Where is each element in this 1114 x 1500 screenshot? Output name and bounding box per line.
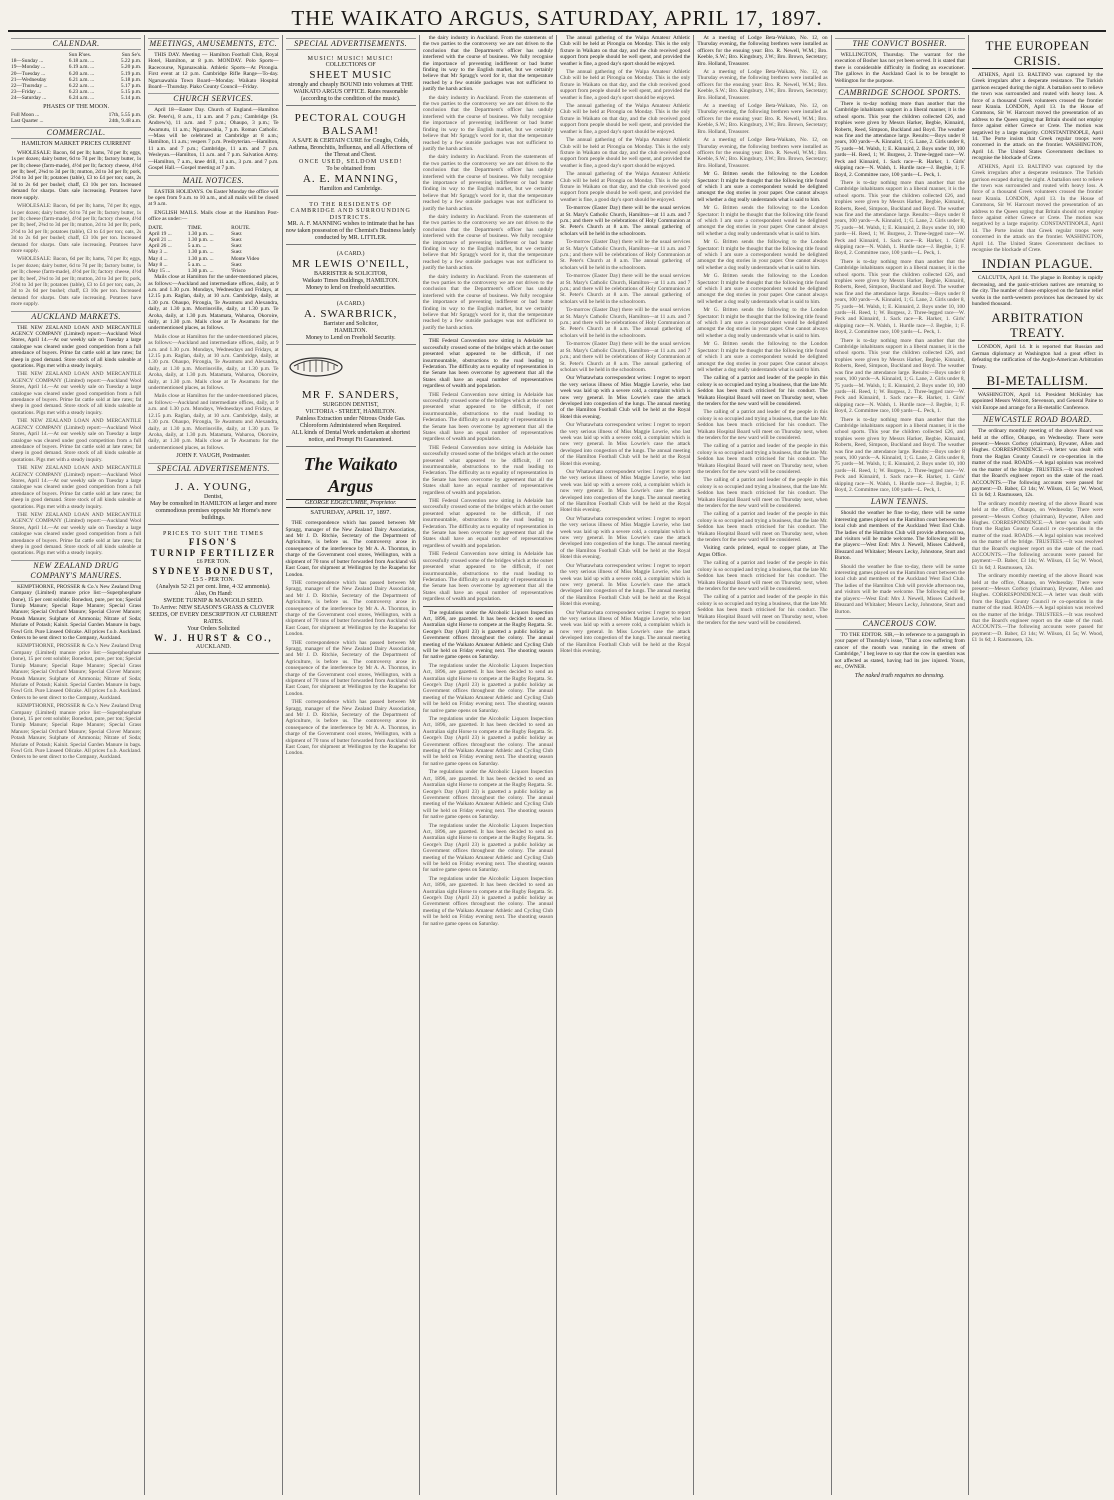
- hurst-name: W. J. HURST & CO.,: [154, 632, 273, 643]
- column-6: [694, 35, 831, 1495]
- english-mails-note: ENGLISH MAILS. Mails close at the Hamilton Post-office as under:—: [148, 209, 279, 223]
- leader-article: THE correspondence which has passed between Mr Spragg, manager of the New Zealand Dairy Association, and Mr J. D. Ritchie, Secretary of the Department of Agriculture, is before us. The controversy arose in consequence of the interference by Mr A. A. Thornton, in charge of the Government cool stores, Wellington, with a shipment of 70 tons of butter forwarded from Auckland viâ East Coast, for shipment at Wellington by the Ruapehu for London.: [285, 699, 416, 757]
- young-text: May be consulted in HAMILTON at larger and more commodious premises opposite Mr Horne's new buildings.: [149, 500, 277, 521]
- waipa-athletic-article: The annual gathering of the Waipa Amateur Athletic Club will be held at Pirongia on Monday. This is the only fixture in Waikato on that day, and the club received good support from people should be well spent, and provided the weather is fine, a good day's sport should be enjoyed.: [560, 137, 691, 169]
- whatawhata-article: Our Whatawhata correspondent writes: I regret to report the very serious illness of Miss Maggie Lowrie, who last week was laid up with a severe cold, a complaint which is now very general. In Miss Lowrie's case the attack developed into congestion of the lungs. The annual meeting of the Hamilton Football Club will be held at the Royal Hotel this evening.: [560, 375, 691, 420]
- commercial-heading: COMMERCIAL.: [11, 127, 141, 139]
- mail-notices-heading: MAIL NOTICES.: [148, 175, 278, 187]
- federal-convention-article: THE Federal Convention now sitting in Adelaide has successfully crossed some of the bridges which at the outset presented what appeared to be difficult, if not insurmountable, obstructions to the road leading to Federation. The difficulty as to equality of representation in the Senate has been overcome by agreement that all the States shall have an equal number of representatives regardless of wealth and population.: [422, 498, 554, 549]
- sheet-music-title: SHEET MUSIC: [309, 69, 392, 82]
- moon-phases-label: PHASES OF THE MOON.: [43, 103, 110, 110]
- convict-article: WELLINGTON, Thursday. The warrant for the execution of Bosher has not yet been served. It is stated that there is considerable difficulty in finding an executioner. The gallows in the Auckland Gaol is to be brought to Wellington for the purpose.: [834, 52, 965, 84]
- denture-illustration: [286, 352, 346, 378]
- sydney-price: £5 5 - PER TON.: [192, 576, 235, 583]
- lodge-article: At a meeting of Lodge Beta-Waikato, No. 12, on Thursday evening, the following brethren were installed as officers for the ensuing year: Bro. R. Newell, W.M.; Bro. Keeble, S.W.; Bro. Kingsbury, J.W.; Bro. Brown, Secretary; Bro. Holland, Treasurer.: [697, 103, 828, 135]
- column-8: [969, 35, 1106, 1495]
- lawn-tennis-article: Should the weather be fine to-day, there will be some interesting games played on the Hamilton court between the local club and members of the Auckland West End Club. The ladies of the Hamilton Club will provide afternoon tea, and visitors will be made welcome. The following will be the players:—West End: Mrs J. Newell, Misses Caldwell, Bleazard and Whitaker; Messrs Lecky, Johnstone, Sturt and Burton.: [834, 510, 965, 562]
- european-crisis-heading: THE EUROPEAN CRISIS.: [972, 38, 1103, 69]
- calendar-row: 24—Saturday ... 6.24 a.m. ... 5.14 p.m.: [11, 95, 142, 102]
- auckland-markets-article: THE NEW ZEALAND LOAN AND MERCANTILE AGENCY COMPANY (Limited) report:—Auckland Wool Stores, April 14.—At our weekly sale on Tuesday a large catalogue was cleared under good competition from a full attendance of buyers. Prime fat cattle sold at late rates; fat sheep in good demand. Store stock of all kinds saleable at quotations. Pigs met with a steady inquiry.: [11, 418, 142, 463]
- patriot-article: The calling of a patriot and leader of the people in this colony is so occupied and trying a business, that the late Mr. Seddon has been much criticised for his conduct. The Waikato Hospital Board will meet on Thursday next, when the tenders for the new ward will be considered.: [697, 409, 828, 441]
- columns: [8, 35, 1106, 1495]
- fison-line: FISON'S: [188, 536, 238, 547]
- calendar-row: 23—Friday ... 6.23 a.m. ... 5.15 p.m.: [11, 89, 142, 96]
- drug-company-article: KEMPTHORNE, PROSSER & Co.'s New Zealand Drug Company (Limited) manure price list:—Superphosphate (bone), 15 per cent soluble; Bonedust, pure, per ton; Special Turnip Manure; Special Rape Manure; Special Grass Manure; Special Orchard Manure; Special Clover Manure; Potash Manure; Sulphate of Ammonia; Nitrate of Soda; Muriate of Potash; Kainit. Special Garden Manure in bags. Fowl Grit. Pure Linseed Oilcake. All prices f.o.b. Auckland. Orders to be sent direct to the Company, Auckland.: [11, 583, 142, 642]
- leader-continued: the dairy industry in Auckland. From the statements of the two parties to the controversy we are not driven to the conclusion that the Department's officer has unduly interfered with the course of business. We fully recognise the importance of preventing indifferent or bad butter finding its way to the English market, but we certainly believe that Mr Spragg's word for it, that the temperature reached by a few outside packages was not sufficient to justify the harsh action.: [422, 35, 554, 93]
- moon-phase-row: Last Quarter ... 24th, 9.48 a.m.: [11, 118, 142, 125]
- swarbrick-text: Money to Lend on Freehold Security.: [305, 335, 396, 342]
- auckland-markets-article: THE NEW ZEALAND LOAN AND MERCANTILE AGENCY COMPANY (Limited) report:—Auckland Wool Stores, April 14.—At our weekly sale on Tuesday a large catalogue was cleared under good competition from a full attendance of buyers. Prime fat cattle sold at late rates; fat sheep in good demand. Store stock of all kinds saleable at quotations. Pigs met with a steady inquiry.: [11, 371, 142, 416]
- dog-story-article: Mr G. Britten sends the following to the London Spectator: It might be thought that the following title found of which I am sure a correspondent would be delighted amongst the dog stories in your paper. One cannot always tell whether a dog really understands what is said to him.: [697, 307, 828, 339]
- newcastle-road-board-article: The ordinary monthly meeting of the above Board was held at the office, Ohaupo, on Wednesday. There were present:—Messrs Corboy (chairman), Bywater, Allen and Hughes. CORRESPONDENCE.—A letter was dealt with from the Raglan County Council re co-operation in the matter of the road. ROADS.—A legal opinion was received on the matter of the bridge. TRUSTEES.—It was resolved that the Board's engineer report on the state of the road. ACCOUNTS.—The following accounts were passed for payment:—D. Baber, £3 14s; W. Wilson, £1 5s; W. Wood, £1 1s 6d; J. Rasmussen, 12s.: [971, 573, 1103, 644]
- commercial-article: WHOLESALE: Bacon, 6d per lb; hams, 7d per lb; eggs, 1s per dozen; dairy butter, 6d to 7d per lb; factory butter, 1s per lb; cheese (farm-made), 4½d per lb; factory cheese, 4½d per lb; beef, 2¾d to 3d per lb; mutton, 2d to 3d per lb; pork, 2½d to 3d per lb; potatoes (table), £3 to £4 per ton; oats, 2s 3d to 2s 6d per bushel; chaff, £3 10s per ton. Increased demand for sharps. Oats sale increasing. Potatoes have more supply.: [11, 149, 142, 201]
- federal-convention-article: THE Federal Convention now sitting in Adelaide has successfully crossed some of the bridges which at the outset presented what appeared to be difficult, if not insurmountable, obstructions to the road leading to Federation. The difficulty as to equality of representation in the Senate has been overcome by agreement that all the States shall have an equal number of representatives regardless of wealth and population.: [422, 338, 554, 390]
- turnip-price: £6 PER TON.: [196, 558, 231, 565]
- swarbrick-name: A. SWARBRICK,: [303, 308, 398, 321]
- swarbrick-card-ad: [286, 299, 416, 345]
- school-sports-heading: CAMBRIDGE SCHOOL SPORTS.: [835, 87, 965, 99]
- sydney-analysis: (Analysis 52·21 per cent. lime, 4·32 ammonia).: [156, 583, 271, 590]
- mail-table-row: May 8 ... 5 a.m. ... Suez: [148, 261, 242, 268]
- mail-table-row: April 19 ... 1.30 p.m. ... Suez: [148, 230, 242, 237]
- calendar-row: 20—Tuesday ... 6.20 a.m. ... 5.19 p.m.: [11, 70, 142, 77]
- auckland-markets-heading: AUCKLAND MARKETS.: [11, 311, 141, 323]
- leader-article: THE correspondence which has passed between Mr Spragg, manager of the New Zealand Dairy Association, and Mr J. D. Ritchie, Secretary of the Department of Agriculture, is before us. The controversy arose in consequence of the interference by Mr A. A. Thornton, in charge of the Government cool stores, Wellington, with a shipment of 70 tons of butter forwarded from Auckland viâ East Coast, for shipment at Wellington by the Ruapehu for London.: [285, 520, 416, 578]
- orders-line: Your Orders Solicited: [187, 625, 240, 632]
- federal-convention-article: THE Federal Convention now sitting in Adelaide has successfully crossed some of the bridges which at the outset presented what appeared to be difficult, if not insurmountable, obstructions to the road leading to Federation. The difficulty as to equality of representation in the Senate has been overcome by agreement that all the States shall have an equal number of representatives regardless of wealth and population.: [422, 551, 554, 603]
- postmaster-signature: JOHN F. VAUGH, Postmaster.: [176, 453, 251, 460]
- waipa-athletic-article: The annual gathering of the Waipa Amateur Athletic Club will be held at Pirongia on Monday. This is the only fixture in Waikato on that day, and the club received good support from people should be well spent, and provided the weather is fine, a good day's sport should be enjoyed.: [560, 69, 691, 101]
- sanders-text: Painless Extraction under Nitrous Oxide Gas. Chloroform Administered when Required.: [296, 416, 406, 430]
- inland-mails-article: Mails close at Hamilton for the under-mentioned places, as follows:—Auckland and intermediate offices, daily, at 9 a.m. and 1.30 p.m. Mondays, Wednesdays and Fridays, at 12.15 p.m. Raglan, daily, at 10 a.m. Cambridge, daily, at 1.30 p.m. Ohaupo, Pirongia, Te Awamutu and Alexandra, daily, at 1.30 p.m. Morrinsville, daily, at 1.30 p.m. Te Aroha, daily, at 1.30 p.m. Matamata, Waharoa, Okoroire, daily, at 1.30 p.m. Mails close at Te Awamutu for the undermentioned places, as follows.: [148, 274, 279, 332]
- dog-story-article: Mr G. Britten sends the following to the London Spectator: It might be thought that the following title found of which I am sure a correspondent would be delighted amongst the dog stories in your paper. One cannot always tell whether a dog really understands what is said to him.: [697, 273, 828, 305]
- whatawhata-article: Our Whatawhata correspondent writes: I regret to report the very serious illness of Miss Maggie Lowrie, who last week was laid up with a severe cold, a complaint which is now very general. In Miss Lowrie's case the attack developed into congestion of the lungs. The annual meeting of the Hamilton Football Club will be held at the Royal Hotel this evening.: [560, 515, 691, 561]
- newcastle-road-board-article: The ordinary monthly meeting of the above Board was held at the office, Ohaupo, on Wednesday. There were present:—Messrs Corboy (chairman), Bywater, Allen and Hughes. CORRESPONDENCE.—A letter was dealt with from the Raglan County Council re co-operation in the matter of the road. ROADS.—A legal opinion was received on the matter of the bridge. TRUSTEES.—It was resolved that the Board's engineer report on the state of the road. ACCOUNTS.—The following accounts were passed for payment:—D. Baber, £3 14s; W. Wilson, £1 5s; W. Wood, £1 1s 6d; J. Rasmussen, 12s.: [971, 428, 1103, 499]
- whatawhata-article: Our Whatawhata correspondent writes: I regret to report the very serious illness of Miss Maggie Lowrie, who last week was laid up with a severe cold, a complaint which is now very general. In Miss Lowrie's case the attack developed into congestion of the lungs. The annual meeting of the Hamilton Football Club will be held at the Royal Hotel this evening.: [560, 469, 691, 514]
- cancerous-cow-heading: CANCEROUS COW.: [835, 618, 965, 630]
- arrive-line: To Arrive: NEW SEASON'S GRASS & CLOVER SEEDS, OF EVERY DESCRIPTION AT CURRENT RATES.: [149, 604, 278, 625]
- music-line: MUSIC! MUSIC! MUSIC!: [307, 56, 394, 62]
- arbitration-treaty-heading: ARBITRATION TREATY.: [972, 310, 1103, 341]
- european-crisis-article: ATHENS, April 13. BALTINO was captured by the Greek irregulars after a desperate resistance. The Turkish garrison escaped during the night. A battalion sent to relieve the town was surrounded and routed with heavy loss. A force of a thousand Greek volunteers crossed the frontier near Krania. LONDON, April 13. In the House of Commons, Sir W. Harcourt moved the presentation of an address to the Queen urging that Britain should not employ force against either Greece or Crete. The motion was negatived by a large majority. CONSTANTINOPLE, April 14. The Porte insists that Greek regular troops were concerned in the attack on the frontier. WASHINGTON, April 14. The United States Government declines to recognise the blockade of Crete.: [971, 72, 1103, 162]
- auckland-markets-article: THE NEW ZEALAND LOAN AND MERCANTILE AGENCY COMPANY (Limited) report:—Auckland Wool Stores, April 14.—At our weekly sale on Tuesday a large catalogue was cleared under good competition from a full attendance of buyers. Prime fat cattle sold at late rates; fat sheep in good demand. Store stock of all kinds saleable at quotations. Pigs met with a steady inquiry.: [11, 465, 142, 510]
- local-notes-article: The regulations under the Alcoholic Liquors Inspection Act, 1896, are gazetted. It has been decided to send an Australian sight Horse to compete at the Rugby Regatta. St. George's Day (April 23) is gazetted a public holiday as Government offices throughout the colony. The annual meeting of the Waikato Amateur Athletic and Cycling Club will be held on Friday evening next. The shooting season for native game opens on Saturday.: [422, 875, 554, 927]
- column-2: [145, 35, 282, 1495]
- collections-line: COLLECTIONS OF: [325, 62, 376, 69]
- inland-mails-article: Mails close at Hamilton for the under-mentioned places, as follows:—Auckland and intermediate offices, daily, at 9 a.m. and 1.30 p.m. Mondays, Wednesdays and Fridays, at 12.15 p.m. Raglan, daily, at 10 a.m. Cambridge, daily, at 1.30 p.m. Ohaupo, Pirongia, Te Awamutu and Alexandra, daily, at 1.30 p.m. Morrinsville, daily, at 1.30 p.m. Te Aroha, daily, at 1.30 p.m. Matamata, Waharoa, Okoroire, daily, at 1.30 p.m. Mails close at Te Awamutu for the undermentioned places, as follows.: [148, 393, 279, 451]
- local-notes-article: The regulations under the Alcoholic Liquors Inspection Act, 1896, are gazetted. It has been decided to send an Australian sight Horse to compete at the Rugby Regatta. St. George's Day (April 23) is gazetted a public holiday as Government offices throughout the colony. The annual meeting of the Waikato Amateur Athletic and Cycling Club will be held on Friday evening next. The shooting season for native game opens on Saturday.: [422, 609, 554, 661]
- lawn-tennis-heading: LAWN TENNIS.: [835, 496, 965, 508]
- calendar-header-row: Sun R'ses. Sun Se's.: [68, 52, 142, 58]
- lodge-article: At a meeting of Lodge Beta-Waikato, No. 12, on Thursday evening, the following brethren were installed as officers for the ensuing year: Bro. R. Newell, W.M.; Bro. Keeble, S.W.; Bro. Kingsbury, J.W.; Bro. Brown, Secretary; Bro. Holland, Treasurer.: [697, 35, 828, 67]
- masthead: THE WAIKATO ARGUS, SATURDAY, APRIL 17, 1897.: [8, 6, 1106, 32]
- visiting-cards-notice: Visiting cards printed, equal to copper plate, at The Argus Office.: [697, 545, 828, 558]
- moon-phases-table: [11, 112, 141, 124]
- mail-notices-article: EASTER HOLIDAYS. On Easter Monday the office will be open from 9 a.m. to 10 a.m., and all mails will be closed at 9 a.m.: [148, 188, 279, 208]
- patriot-article: The calling of a patriot and leader of the people in this colony is so occupied and trying a business, that the late Mr. Seddon has been much criticised for his conduct. The Waikato Hospital Board will meet on Thursday next, when the tenders for the new ward will be considered.: [697, 443, 828, 475]
- swarbrick-title: Barrister and Solicitor,: [323, 321, 378, 328]
- european-crisis-article: ATHENS, April 13. BALTINO was captured by the Greek irregulars after a desperate resistance. The Turkish garrison escaped during the night. A battalion sent to relieve the town was surrounded and routed with heavy loss. A force of a thousand Greek volunteers crossed the frontier near Krania. LONDON, April 13. In the House of Commons, Sir W. Harcourt moved the presentation of an address to the Queen urging that Britain should not employ force against either Greece or Crete. The motion was negatived by a large majority. CONSTANTINOPLE, April 14. The Porte insists that Greek regular troops were concerned in the attack on the frontier. WASHINGTON, April 14. The United States Government declines to recognise the blockade of Crete.: [971, 163, 1103, 253]
- drug-company-article: KEMPTHORNE, PROSSER & Co.'s New Zealand Drug Company (Limited) manure price list:—Superphosphate (bone), 15 per cent soluble; Bonedust, pure, per ton; Special Turnip Manure; Special Rape Manure; Special Grass Manure; Special Orchard Manure; Special Clover Manure; Potash Manure; Sulphate of Ammonia; Nitrate of Soda; Muriate of Potash; Kainit. Special Garden Manure in bags. Fowl Grit. Pure Linseed Oilcake. All prices f.o.b. Auckland. Orders to be sent direct to the Company, Auckland.: [11, 643, 142, 701]
- sheet-music-ad: [286, 54, 416, 106]
- easter-services-article: To-morrow (Easter Day) there will be the usual services at St. Mary's Catholic Church, Hamilton—at 11 a.m. and 7 p.m.; and there will be celebrations of Holy Communion at St. Peter's Church at 8 a.m. The annual gathering of scholars will be held in the schoolroom.: [560, 341, 691, 373]
- whatawhata-article: Our Whatawhata correspondent writes: I regret to report the very serious illness of Miss Maggie Lowrie, who last week was laid up with a severe cold, a complaint which is now very general. In Miss Lowrie's case the attack developed into congestion of the lungs. The annual meeting of the Hamilton Football Club will be held at the Royal Hotel this evening.: [560, 609, 691, 654]
- column-1: [8, 35, 145, 1495]
- dog-story-article: Mr G. Britten sends the following to the London Spectator: It might be thought that the following title found of which I am sure a correspondent would be delighted amongst the dog stories in your paper. One cannot always tell whether a dog really understands what is said to him.: [697, 239, 828, 271]
- pectoral-title: PECTORAL COUGH BALSAM!: [294, 112, 407, 138]
- calendar-heading: CALENDAR.: [11, 38, 141, 50]
- convict-heading: THE CONVICT BOSHER.: [835, 38, 965, 50]
- patriot-article: The calling of a patriot and leader of the people in this colony is so occupied and trying a business, that the late Mr. Seddon has been much criticised for his conduct. The Waikato Hospital Board will meet on Thursday next, when the tenders for the new ward will be considered.: [697, 511, 828, 544]
- also-line: Also, On Hand:: [194, 590, 233, 597]
- school-sports-article: There is to-day nothing more than another that the Cambridge inhabitants support in a liberal manner, it is the school sports. This year the children collected £26, and trophies were given by Messrs Harker, Begbie, Kinnaird, Roberts, Reed, Simpson, Buckland and Boyd. The weather was fine and the attendance large. Results:—Boys under 8 years, 100 yards—A. Kinnaird, 1; G. Lane, 2. Girls under 8, 75 yards—M. Walsh, 1; E. Kinnaird, 2. Boys under 10, 100 yards—H. Reed, 1; W. Burgess, 2. Three-legged race—W. Peck and Kinnaird, 1. Sack race—R. Harker, 1. Girls' skipping race—N. Walsh, 1. Hurdle race—J. Begbie, 1; F. Boyd, 2. Committee race, 100 yards—L. Peck, 1.: [834, 258, 965, 336]
- cancerous-cow-letter: TO THE EDITOR. SIR,—In reference to a paragraph in your paper of Thursday's issue, "That a cow suffering from cancer of the mouth was running in the streets of Cambridge," I beg leave to say that the cow in question was not affected as stated, having had its jaw injured. Yours, etc., OWNER.: [834, 631, 965, 670]
- oneill-card-label: (A CARD.): [336, 251, 365, 258]
- young-title: Dentist,: [203, 493, 223, 500]
- patriot-article: The calling of a patriot and leader of the people in this colony is so occupied and trying a business, that the late Mr. Seddon has been much criticised for his conduct. The Waikato Hospital Board will meet on Thursday next, when the tenders for the new ward will be considered.: [697, 477, 828, 510]
- auckland-markets-article: THE NEW ZEALAND LOAN AND MERCANTILE AGENCY COMPANY (Limited) report:—Auckland Wool Stores, April 14.—At our weekly sale on Tuesday a large catalogue was cleared under good competition from a full attendance of buyers. Prime fat cattle sold at late rates; fat sheep in good demand. Store stock of all kinds saleable at quotations. Pigs met with a steady inquiry.: [11, 511, 142, 557]
- school-sports-article: There is to-day nothing more than another that the Cambridge inhabitants support in a liberal manner, it is the school sports. This year the children collected £26, and trophies were given by Messrs Harker, Begbie, Kinnaird, Roberts, Reed, Simpson, Buckland and Boyd. The weather was fine and the attendance large. Results:—Boys under 8 years, 100 yards—A. Kinnaird, 1; G. Lane, 2. Girls under 8, 75 yards—M. Walsh, 1; E. Kinnaird, 2. Boys under 10, 100 yards—H. Reed, 1; W. Burgess, 2. Three-legged race—W. Peck and Kinnaird, 1. Sack race—R. Harker, 1. Girls' skipping race—N. Walsh, 1. Hurdle race—J. Begbie, 1; F. Boyd, 2. Committee race, 100 yards—L. Peck, 1.: [834, 416, 965, 493]
- leader-continued: the dairy industry in Auckland. From the statements of the two parties to the controversy we are not driven to the conclusion that the Department's officer has unduly interfered with the course of business. We fully recognise the importance of preventing indifferent or bad butter finding its way to the English market, but we certainly believe that Mr Spragg's word for it, that the temperature reached by a few outside packages was not sufficient to justify the harsh action.: [422, 94, 554, 152]
- patriot-article: The calling of a patriot and leader of the people in this colony is so occupied and trying a business, that the late Mr. Seddon has been much criticised for his conduct. The Waikato Hospital Board will meet on Thursday next, when the tenders for the new ward will be considered.: [697, 560, 828, 592]
- drug-company-article: KEMPTHORNE, PROSSER & Co.'s New Zealand Drug Company (Limited) manure price list:—Superphosphate (bone), 15 per cent soluble; Bonedust, pure, per ton; Special Turnip Manure; Special Rape Manure; Special Grass Manure; Special Orchard Manure; Special Clover Manure; Potash Manure; Sulphate of Ammonia; Nitrate of Soda; Muriate of Potash; Kainit. Special Garden Manure in bags. Fowl Grit. Pure Linseed Oilcake. All prices f.o.b. Auckland. Orders to be sent direct to the Company, Auckland.: [11, 703, 142, 761]
- waipa-athletic-article: The annual gathering of the Waipa Amateur Athletic Club will be held at Pirongia on Monday. This is the only fixture in Waikato on that day, and the club received good support from people should be well spent, and provided the weather is fine, a good day's sport should be enjoyed.: [560, 103, 691, 135]
- lodge-article: At a meeting of Lodge Beta-Waikato, No. 12, on Thursday evening, the following brethren were installed as officers for the ensuing year: Bro. R. Newell, W.M.; Bro. Keeble, S.W.; Bro. Kingsbury, J.W.; Bro. Brown, Secretary; Bro. Holland, Treasurer.: [697, 69, 828, 101]
- sydney-line: SYDNEY BONEDUST,: [152, 565, 275, 576]
- leader-article: THE correspondence which has passed between Mr Spragg, manager of the New Zealand Dairy Association, and Mr J. D. Ritchie, Secretary of the Department of Agriculture, is before us. The controversy arose in consequence of the interference by Mr A. A. Thornton, in charge of the Government cool stores, Wellington, with a shipment of 70 tons of butter forwarded from Auckland viâ East Coast, for shipment at Wellington by the Ruapehu for London.: [285, 639, 416, 697]
- patriot-article: The calling of a patriot and leader of the people in this colony is so occupied and trying a business, that the late Mr. Seddon has been much criticised for his conduct. The Waikato Hospital Board will meet on Thursday next, when the tenders for the new ward will be considered.: [697, 594, 828, 626]
- hurst-place: AUCKLAND.: [195, 643, 231, 650]
- newcastle-road-board-article: The ordinary monthly meeting of the above Board was held at the office, Ohaupo, on Wednesday. There were present:—Messrs Corboy (chairman), Bywater, Allen and Hughes. CORRESPONDENCE.—A letter was dealt with from the Raglan County Council re co-operation in the matter of the road. ROADS.—A legal opinion was received on the matter of the bridge. TRUSTEES.—It was resolved that the Board's engineer report on the state of the road. ACCOUNTS.—The following accounts were passed for payment:—D. Baber, £3 14s; W. Wilson, £1 5s; W. Wood, £1 1s 6d; J. Rasmussen, 12s.: [971, 500, 1103, 571]
- oneill-card-ad: [286, 249, 416, 295]
- hurst-fertilizer-ad: [148, 529, 278, 654]
- arbitration-treaty-article: LONDON, April 14. It is reported that Russian and German diplomacy at Washington had a great effect in defeating the ratification of the Anglo-American Arbitration Treaty.: [971, 344, 1103, 370]
- moon-phase-row: Full Moon ... 17th, 5.55 p.m.: [11, 112, 142, 119]
- mail-table-header: DATE. TIME. ROUTE.: [148, 224, 251, 231]
- column-3: [283, 35, 420, 1495]
- mail-table-row: May 15 ... 1.30 p.m. ... 'Frisco: [148, 267, 246, 274]
- federal-convention-article: THE Federal Convention now sitting in Adelaide has successfully crossed some of the bridges which at the outset presented what appeared to be difficult, if not insurmountable, obstructions to the road leading to Federation. The difficulty as to equality of representation in the Senate has been overcome by agreement that all the States shall have an equal number of representatives regardless of wealth and population.: [422, 444, 554, 496]
- oneill-title: BARRISTER & SOLICITOR,: [313, 271, 388, 278]
- column-5: [557, 35, 694, 1495]
- local-notes-article: The regulations under the Alcoholic Liquors Inspection Act, 1896, are gazetted. It has been decided to send an Australian sight Horse to compete at the Rugby Regatta. St. George's Day (April 23) is gazetted a public holiday as Government offices throughout the colony. The annual meeting of the Waikato Amateur Athletic and Cycling Club will be held on Friday evening next. The shooting season for native game opens on Saturday.: [422, 716, 554, 767]
- swede-line: SWEDE TURNIP & MANGOLD SEED.: [163, 597, 264, 604]
- church-services-heading: CHURCH SERVICES.: [148, 93, 278, 105]
- easter-services-article: To-morrow (Easter Day) there will be the usual services at St. Mary's Catholic Church, Hamilton—at 11 a.m. and 7 p.m.; and there will be celebrations of Holy Communion at St. Peter's Church at 8 a.m. The annual gathering of scholars will be held in the schoolroom.: [560, 239, 691, 271]
- lawn-tennis-article: Should the weather be fine to-day, there will be some interesting games played on the Hamilton court between the local club and members of the Auckland West End Club. The ladies of the Hamilton Club will provide afternoon tea, and visitors will be made welcome. The following will be the players:—West End: Mrs J. Newell, Misses Caldwell, Bleazard and Whitaker; Messrs Lecky, Johnstone, Sturt and Burton.: [834, 563, 965, 615]
- swarbrick-card-label: (A CARD.): [336, 301, 365, 308]
- easter-services-article: To-morrow (Easter Day) there will be the usual services at St. Mary's Catholic Church, Hamilton—at 11 a.m. and 7 p.m.; and there will be celebrations of Holy Communion at St. Peter's Church at 8 a.m. The annual gathering of scholars will be held in the schoolroom.: [560, 307, 691, 339]
- waipa-athletic-article: The annual gathering of the Waipa Amateur Athletic Club will be held at Pirongia on Monday. This is the only fixture in Waikato on that day, and the club received good support from people should be well spent, and provided the weather is fine, a good day's sport should be enjoyed.: [560, 35, 691, 67]
- school-sports-article: There is to-day nothing more than another that the Cambridge inhabitants support in a liberal manner, it is the school sports. This year the children collected £26, and trophies were given by Messrs Harker, Begbie, Kinnaird, Roberts, Reed, Simpson, Buckland and Boyd. The weather was fine and the attendance large. Results:—Boys under 8 years, 100 yards—A. Kinnaird, 1; G. Lane, 2. Girls under 8, 75 yards—M. Walsh, 1; E. Kinnaird, 2. Boys under 10, 100 yards—H. Reed, 1; W. Burgess, 2. Three-legged race—W. Peck and Kinnaird, 1. Sack race—R. Harker, 1. Girls' skipping race—N. Walsh, 1. Hurdle race—J. Begbie, 1; F. Boyd, 2. Committee race, 100 yards—L. Peck, 1.: [834, 179, 965, 257]
- sanders-dentist-ad: [286, 387, 416, 447]
- easter-services-article: To-morrow (Easter Day) there will be the usual services at St. Mary's Catholic Church, Hamilton—at 11 a.m. and 7 p.m.; and there will be celebrations of Holy Communion at St. Peter's Church at 8 a.m. The annual gathering of scholars will be held in the schoolroom.: [560, 205, 691, 237]
- dog-story-article: Mr G. Britten sends the following to the London Spectator: It might be thought that the following title found of which I am sure a correspondent would be delighted amongst the dog stories in your paper. One cannot always tell whether a dog really understands what is said to him.: [697, 205, 828, 237]
- oneill-name: MR LEWIS O'NEILL,: [291, 258, 410, 271]
- dental-work-text: ALL kinds of Dental Work undertaken at shortest notice, and Prompt Fit Guaranteed.: [291, 430, 410, 444]
- commercial-article: WHOLESALE: Bacon, 6d per lb; hams, 7d per lb; eggs, 1s per dozen; dairy butter, 6d to 7d per lb; factory butter, 1s per lb; cheese (farm-made), 4½d per lb; factory cheese, 4½d per lb; beef, 2¾d to 3d per lb; mutton, 2d to 3d per lb; pork, 2½d to 3d per lb; potatoes (table), £3 to £4 per ton; oats, 2s 3d to 2s 6d per bushel; chaff, £3 10s per ton. Increased demand for sharps. Oats sale increasing. Potatoes have more supply.: [11, 256, 142, 308]
- patriot-article: The calling of a patriot and leader of the people in this colony is so occupied and trying a business, that the late Mr. Seddon has been much criticised for his conduct. The Waikato Hospital Board will meet on Thursday next, when the tenders for the new ward will be considered.: [697, 375, 828, 407]
- calendar-row: 18—Sunday ... 6.18 a.m. ... 5.22 p.m.: [11, 58, 142, 65]
- church-services-article: April 18—Easter Day. Church of England.—Hamilton (St. Peter's), 8 a.m., 11 a.m. and 7 p.m.; Cambridge (St. Andrew's), 11 a.m. and 7 p.m.; Ohaupo, 3 p.m.; Te Awamutu, 11 a.m.; Ngaruawahia, 7 p.m. Roman Catholic.—Mass will be celebrated at Cambridge at 8 a.m.; Hamilton, 11 a.m.; vespers 7 p.m. Presbyterian.—Hamilton, 11 a.m. and 7 p.m.; Cambridge, 11 a.m. and 7 p.m. Wesleyan.—Hamilton, 11 a.m. and 7 p.m. Salvation Army.—Hamilton, 7 a.m., knee drill, 11 a.m., 3 p.m. and 7 p.m. Gospel Hall.—Gospel meeting at 7 p.m.: [148, 107, 279, 172]
- newspaper-flag: The Waikato Argus: [303, 454, 398, 497]
- obtained-line: To be obtained from: [326, 165, 376, 172]
- lodge-article: At a meeting of Lodge Beta-Waikato, No. 12, on Thursday evening, the following brethren were installed as officers for the ensuing year: Bro. R. Newell, W.M.; Bro. Keeble, S.W.; Bro. Kingsbury, J.W.; Bro. Brown, Secretary; Bro. Holland, Treasurer.: [697, 137, 828, 169]
- auckland-markets-article: THE NEW ZEALAND LOAN AND MERCANTILE AGENCY COMPANY (Limited) report:—Auckland Wool Stores, April 14.—At our weekly sale on Tuesday a large catalogue was cleared under good competition from a full attendance of buyers. Prime fat cattle sold at late rates; fat sheep in good demand. Store stock of all kinds saleable at quotations. Pigs met with a steady inquiry.: [11, 324, 142, 370]
- mail-table: [148, 225, 278, 275]
- whatawhata-article: Our Whatawhata correspondent writes: I regret to report the very serious illness of Miss Maggie Lowrie, who last week was laid up with a severe cold, a complaint which is now very general. In Miss Lowrie's case the attack developed into congestion of the lungs. The annual meeting of the Hamilton Football Club will be held at the Royal Hotel this evening.: [560, 562, 691, 608]
- residents-text: MR. A. F. MANNING wishes to intimate that he has now taken possession of the Chemist's Business lately conducted by MR. LITTLER.: [285, 221, 416, 242]
- residents-title: TO THE RESIDENTS OF CAMBRIDGE AND SURROUNDING DISTRICTS.: [290, 201, 411, 221]
- sanders-address: VICTORIA - STREET, HAMILTON.: [305, 409, 396, 416]
- mail-table-row: April 26 ... 5 a.m. ... Suez: [148, 243, 242, 250]
- dog-story-article: Mr G. Britten sends the following to the London Spectator: It might be thought that the following title found of which I am sure a correspondent would be delighted amongst the dog stories in your paper. One cannot always tell whether a dog really understands what is said to him.: [697, 171, 828, 203]
- pectoral-text: A SAFE & CERTAIN CURE for Coughs, Colds, Asthma, Bronchitis, Influenza, and all Affections of the Throat and Chest.: [288, 138, 413, 159]
- inland-mails-article: Mails close at Hamilton for the under-mentioned places, as follows:—Auckland and intermediate offices, daily, at 9 a.m. and 1.30 p.m. Mondays, Wednesdays and Fridays, at 12.15 p.m. Raglan, daily, at 10 a.m. Cambridge, daily, at 1.30 p.m. Ohaupo, Pirongia, Te Awamutu and Alexandra, daily, at 1.30 p.m. Morrinsville, daily, at 1.30 p.m. Te Aroha, daily, at 1.30 p.m. Matamata, Waharoa, Okoroire, daily, at 1.30 p.m. Mails close at Te Awamutu for the undermentioned places, as follows.: [148, 333, 279, 392]
- meetings-heading: MEETINGS, AMUSEMENTS, ETC.: [149, 39, 278, 48]
- young-dentist-ad: [148, 479, 278, 525]
- divider: [423, 606, 553, 607]
- calendar-row: 22—Thursday ... 6.22 a.m. ... 5.17 p.m.: [11, 83, 142, 90]
- indian-plague-heading: INDIAN PLAGUE.: [972, 256, 1103, 272]
- leader-continued: the dairy industry in Auckland. From the statements of the two parties to the controversy we are not driven to the conclusion that the Department's officer has unduly interfered with the course of business. We fully recognise the importance of preventing indifferent or bad butter finding its way to the English market, but we certainly believe that Mr Spragg's word for it, that the temperature reached by a few outside packages was not sufficient to justify the harsh action.: [422, 213, 554, 272]
- column-4: [420, 35, 557, 1495]
- sheet-music-text: strongly and cheaply BOUND into volumes at THE WAIKATO ARGUS OFFICE. Rates reasonable (according to the condition of the music).: [288, 82, 413, 103]
- oneill-text: Money to lend on freehold securities.: [305, 285, 396, 292]
- manning-place: Hamilton and Cambridge.: [319, 185, 382, 192]
- swarbrick-address: HAMILTON.: [334, 328, 368, 335]
- calendar-table: [11, 52, 141, 102]
- column-7: [832, 35, 969, 1495]
- mail-table-row: May 4 ... 1.30 p.m. ... Monte Video: [148, 255, 260, 262]
- meetings-article: THIS DAY. Meeting — Hamilton Football Club, Royal Hotel, Hamilton, at 8 p.m. MONDAY. Polo Sports—Racecourse, Ngaruawahia. Athletic Sports—At Pirongia. First event at 12 p.m. Cambridge Rifle Range—To-day. Ngaruawahia Town Board—Monday. Waikato Hospital Board—Thursday. Piako County Council—Friday.: [148, 52, 279, 91]
- commercial-subheading: HAMILTON MARKET PRICES CURRENT: [21, 141, 131, 148]
- sanders-title: SURGEON DENTIST,: [322, 402, 379, 409]
- manning-name: A. E. MANNING,: [302, 172, 399, 185]
- pectoral-balsam-ad: [286, 110, 416, 195]
- local-notes-article: The regulations under the Alcoholic Liquors Inspection Act, 1896, are gazetted. It has been decided to send an Australian sight Horse to compete at the Rugby Regatta. St. George's Day (April 23) is gazetted a public holiday as Government offices throughout the colony. The annual meeting of the Waikato Amateur Athletic and Cycling Club will be held on Friday evening next. The shooting season for native game opens on Saturday.: [422, 822, 554, 874]
- dog-story-article: Mr G. Britten sends the following to the London Spectator: It might be thought that the following title found of which I am sure a correspondent would be delighted amongst the dog stories in your paper. One cannot always tell whether a dog really understands what is said to him.: [697, 341, 828, 373]
- easter-services-article: To-morrow (Easter Day) there will be the usual services at St. Mary's Catholic Church, Hamilton—at 11 a.m. and 7 p.m.; and there will be celebrations of Holy Communion at St. Peter's Church at 8 a.m. The annual gathering of scholars will be held in the schoolroom.: [560, 273, 691, 305]
- divider: [423, 334, 553, 335]
- young-name: J. A. YOUNG,: [175, 480, 252, 493]
- federal-convention-article: THE Federal Convention now sitting in Adelaide has successfully crossed some of the bridges which at the outset presented what appeared to be difficult, if not insurmountable, obstructions to the road leading to Federation. The difficulty as to equality of representation in the Senate has been overcome by agreement that all the States shall have an equal number of representatives regardless of wealth and population.: [422, 391, 554, 443]
- newcastle-road-board-heading: NEWCASTLE ROAD BOARD.: [972, 414, 1103, 426]
- once-used-line: ONCE USED, SELDOM USED!: [298, 159, 403, 166]
- school-sports-article: There is to-day nothing more than another that the Cambridge inhabitants support in a liberal manner, it is the school sports. This year the children collected £26, and trophies were given by Messrs Harker, Begbie, Kinnaird, Roberts, Reed, Simpson, Buckland and Boyd. The weather was fine and the attendance large. Results:—Boys under 8 years, 100 yards—A. Kinnaird, 1; G. Lane, 2. Girls under 8, 75 yards—M. Walsh, 1; E. Kinnaird, 2. Boys under 10, 100 yards—H. Reed, 1; W. Burgess, 2. Three-legged race—W. Peck and Kinnaird, 1. Sack race—R. Harker, 1. Girls' skipping race—N. Walsh, 1. Hurdle race—J. Begbie, 1; F. Boyd, 2. Committee race, 100 yards—L. Peck, 1.: [834, 337, 965, 415]
- oneill-address: Waikato Times Buildings, HAMILTON.: [302, 278, 400, 285]
- whatawhata-article: Our Whatawhata correspondent writes: I regret to report the very serious illness of Miss Maggie Lowrie, who last week was laid up with a severe cold, a complaint which is now very general. In Miss Lowrie's case the attack developed into congestion of the lungs. The annual meeting of the Hamilton Football Club will be held at the Royal Hotel this evening.: [560, 422, 691, 467]
- leader-continued: the dairy industry in Auckland. From the statements of the two parties to the controversy we are not driven to the conclusion that the Department's officer has unduly interfered with the course of business. We fully recognise the importance of preventing indifferent or bad butter finding its way to the English market, but we certainly believe that Mr Spragg's word for it, that the temperature reached by a few outside packages was not sufficient to justify the harsh action.: [422, 273, 554, 331]
- mail-table-row: April 21 ... 1.30 p.m. ... Suez: [148, 236, 242, 243]
- bimetallism-heading: BI-METALLISM.: [972, 373, 1103, 389]
- sanders-name: MR F. SANDERS,: [301, 389, 400, 402]
- calendar-row: 21—Wednesday 6.21 a.m. ... 5.18 p.m.: [11, 76, 142, 83]
- turnip-line: TURNIP FERTILIZER: [150, 547, 277, 558]
- local-notes-article: The regulations under the Alcoholic Liquors Inspection Act, 1896, are gazetted. It has been decided to send an Australian sight Horse to compete at the Rugby Regatta. St. George's Day (April 23) is gazetted a public holiday as Government offices throughout the colony. The annual meeting of the Waikato Amateur Athletic and Cycling Club will be held on Friday evening next. The shooting season for native game opens on Saturday.: [422, 662, 554, 714]
- manning-residents-ad: [286, 200, 416, 245]
- closing-proverb: The naked truth requires no dressing.: [854, 673, 945, 680]
- leader-continued: the dairy industry in Auckland. From the statements of the two parties to the controversy we are not driven to the conclusion that the Department's officer has unduly interfered with the course of business. We fully recognise the importance of preventing indifferent or bad butter finding its way to the English market, but we certainly believe that Mr Spragg's word for it, that the temperature reached by a few outside packages was not sufficient to justify the harsh action.: [422, 154, 554, 212]
- school-sports-article: There is to-day nothing more than another that the Cambridge inhabitants support in a liberal manner, it is the school sports. This year the children collected £26, and trophies were given by Messrs Harker, Begbie, Kinnaird, Roberts, Reed, Simpson, Buckland and Boyd. The weather was fine and the attendance large. Results:—Boys under 8 years, 100 yards—A. Kinnaird, 1; G. Lane, 2. Girls under 8, 75 yards—M. Walsh, 1; E. Kinnaird, 2. Boys under 10, 100 yards—H. Reed, 1; W. Burgess, 2. Three-legged race—W. Peck and Kinnaird, 1. Sack race—R. Harker, 1. Girls' skipping race—N. Walsh, 1. Hurdle race—J. Begbie, 1; F. Boyd, 2. Committee race, 100 yards—L. Peck, 1.: [834, 101, 965, 178]
- special-advertisements-heading: SPECIAL ADVERTISEMENTS.: [148, 463, 278, 475]
- waipa-athletic-article: The annual gathering of the Waipa Amateur Athletic Club will be held at Pirongia on Monday. This is the only fixture in Waikato on that day, and the club received good support from people should be well spent, and provided the weather is fine, a good day's sport should be enjoyed.: [560, 171, 691, 203]
- special-advertisements-heading: SPECIAL ADVERTISEMENTS.: [286, 38, 416, 50]
- calendar-row: 19—Monday ... 6.19 a.m. ... 5.20 p.m.: [11, 64, 142, 71]
- leader-article: THE correspondence which has passed between Mr Spragg, manager of the New Zealand Dairy Association, and Mr J. D. Ritchie, Secretary of the Department of Agriculture, is before us. The controversy arose in consequence of the interference by Mr A. A. Thornton, in charge of the Government cool stores, Wellington, with a shipment of 70 tons of butter forwarded from Auckland viâ East Coast, for shipment at Wellington by the Ruapehu for London.: [285, 579, 416, 638]
- local-notes-article: The regulations under the Alcoholic Liquors Inspection Act, 1896, are gazetted. It has been decided to send an Australian sight Horse to compete at the Rugby Regatta. St. George's Day (April 23) is gazetted a public holiday as Government offices throughout the colony. The annual meeting of the Waikato Amateur Athletic and Cycling Club will be held on Friday evening next. The shooting season for native game opens on Saturday.: [422, 769, 554, 821]
- commercial-article: WHOLESALE: Bacon, 6d per lb; hams, 7d per lb; eggs, 1s per dozen; dairy butter, 6d to 7d per lb; factory butter, 1s per lb; cheese (farm-made), 4½d per lb; factory cheese, 4½d per lb; beef, 2¾d to 3d per lb; mutton, 2d to 3d per lb; pork, 2½d to 3d per lb; potatoes (table), £3 to £4 per ton; oats, 2s 3d to 2s 6d per bushel; chaff, £3 10s per ton. Increased demand for sharps. Oats sale increasing. Potatoes have more supply.: [11, 203, 142, 254]
- suit-line: PRICES TO SUIT THE TIMES: [163, 530, 264, 537]
- bimetallism-article: WASHINGTON, April 14. President McKinley has appointed Messrs Wolcott, Stevenson, and General Paine to visit Europe and arrange for a Bi-metallic Conference.: [971, 392, 1103, 411]
- indian-plague-article: CALCUTTA, April 14. The plague in Bombay is rapidly decreasing, and the panic-stricken natives are returning to the city. The number of those employed on the famine relief works in the north-western provinces has decreased by six hundred thousand.: [971, 275, 1103, 307]
- mail-table-row: May 3 ... 1.30 p.m. ... Suez: [148, 249, 242, 256]
- drug-company-heading: NEW ZEALAND DRUG COMPANY'S MANURES.: [11, 560, 141, 582]
- proprietor-line: GEORGE EDGECUMBE, Proprietor.: [286, 499, 416, 507]
- issue-date: SATURDAY, APRIL 17, 1897.: [310, 508, 391, 516]
